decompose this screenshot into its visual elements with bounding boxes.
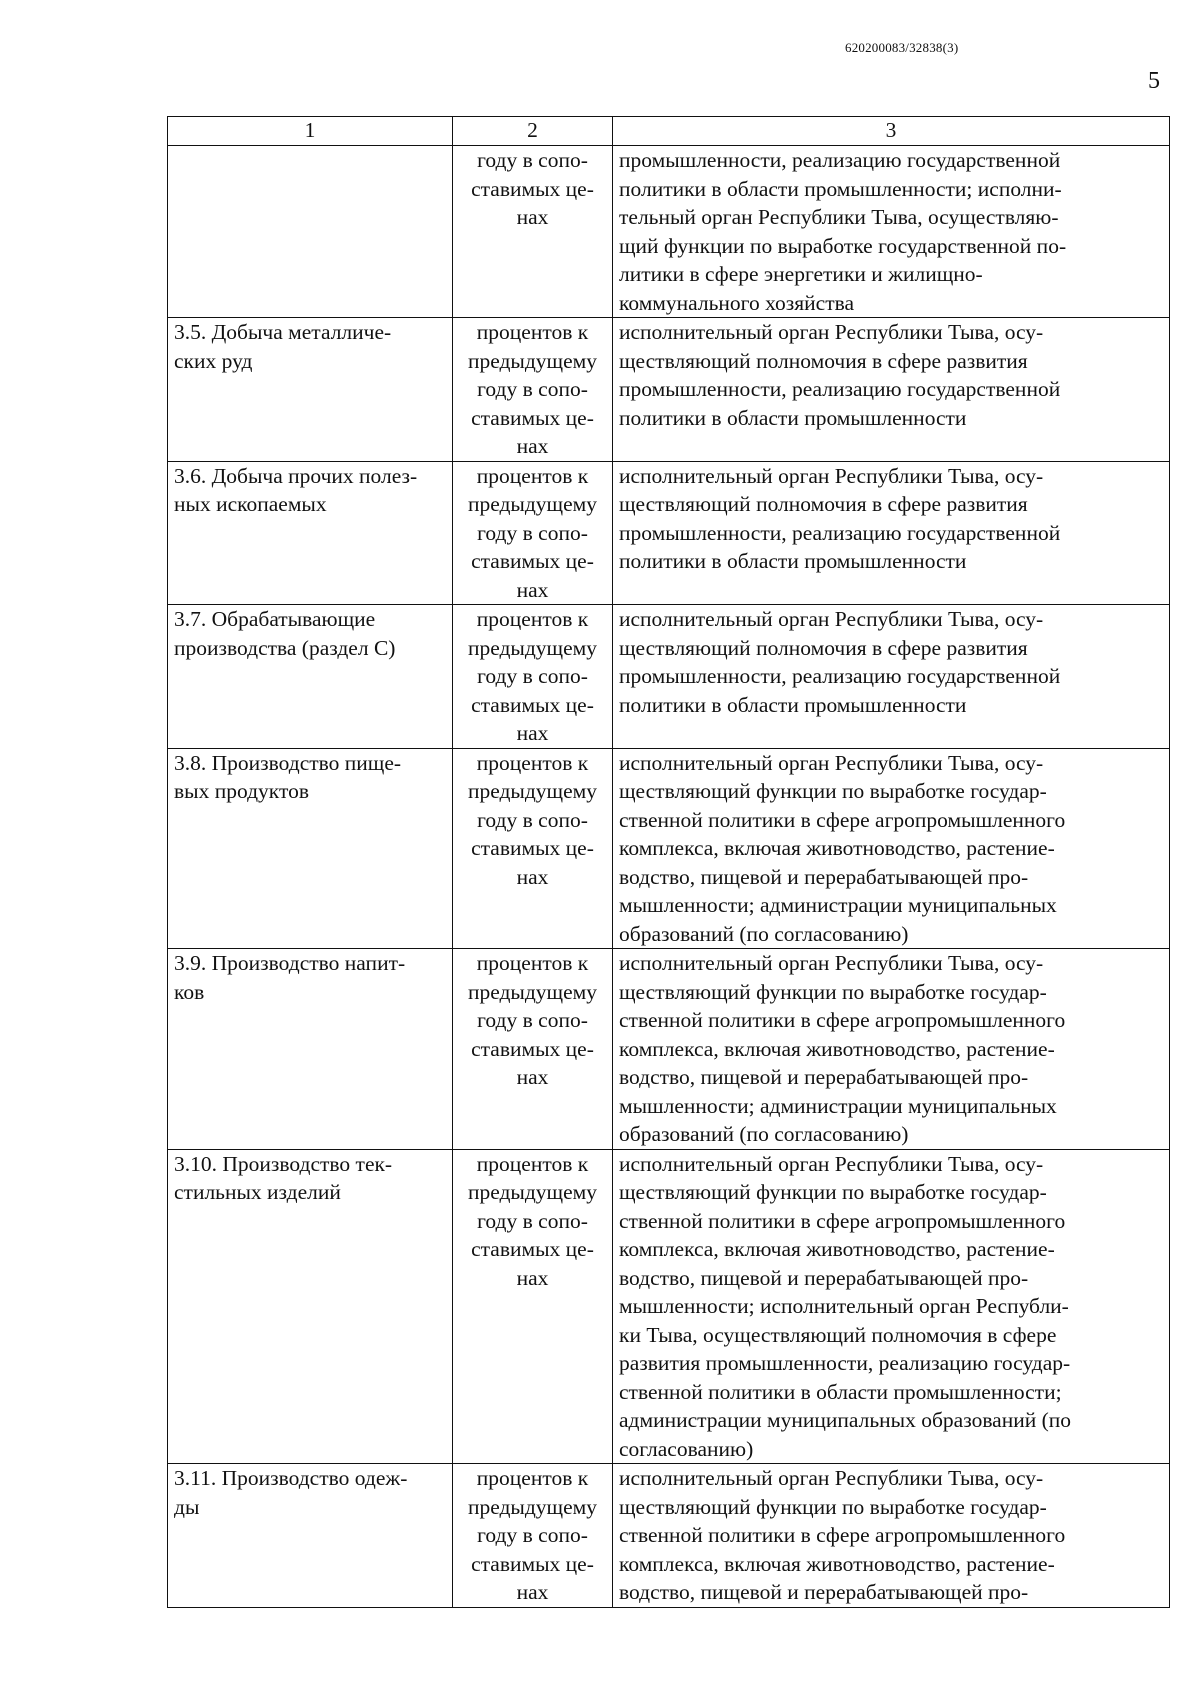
responsible-text: исполнительный орган Республики Тыва, осу- ществляющий функции по выработке государ- ственной политики в сфере агропромышленного комплекса, включая животноводство, растение- водство, пищевой и перерабатывающей про- мышленности; администрации муниципальных образований (по согласованию) bbox=[619, 951, 1066, 1146]
table-row bbox=[168, 1464, 1170, 1608]
unit-text: процентов к предыдущему году в сопо- ставимых це- нах bbox=[467, 607, 598, 745]
responsible-text: исполнительный орган Республики Тыва, осу- ществляющий функции по выработке государ- ственной политики в сфере агропромышленного комплекса, включая животноводство, растение- водство, пищевой и перерабатывающей про- bbox=[619, 1466, 1066, 1604]
indicator-name: 3.9. Производство напит- ков bbox=[174, 951, 406, 1004]
indicator-name: 3.11. Производство одеж- ды bbox=[174, 1466, 408, 1519]
indicator-name-cell bbox=[168, 1464, 453, 1608]
responsible-cell bbox=[613, 1149, 1170, 1464]
unit-cell bbox=[453, 949, 613, 1150]
column-header-2: 2 bbox=[453, 117, 613, 146]
table-row bbox=[168, 461, 1170, 605]
indicator-name: 3.5. Добыча металличе- ских руд bbox=[174, 320, 392, 373]
indicator-name-cell bbox=[168, 318, 453, 462]
table-row bbox=[168, 318, 1170, 462]
responsible-cell bbox=[613, 146, 1170, 318]
unit-cell bbox=[453, 605, 613, 749]
indicator-name-cell bbox=[168, 748, 453, 949]
indicator-name-cell bbox=[168, 605, 453, 749]
responsible-text: исполнительный орган Республики Тыва, осу- ществляющий функции по выработке государ- ственной политики в сфере агропромышленного комплекса, включая животноводство, растение- водство, пищевой и перерабатывающей про- мышленности; администрации муниципальных образований (по согласованию) bbox=[619, 750, 1066, 946]
responsible-text: исполнительный орган Республики Тыва, осу- ществляющий функции по выработке государ- ственной политики в сфере агропромышленного комплекса, включая животноводство, растение- водство, пищевой и перерабатывающей про- мышленности; исполнительный орган Республи- ки Тыва, осуществляющий полномочия в сфере развития промышленности, реализацию государ- ственной политики в области промышленности; администрации муниципальных образований (по согласованию) bbox=[619, 1151, 1072, 1461]
column-header-3: 3 bbox=[613, 117, 1170, 146]
table-header-row bbox=[168, 117, 1170, 146]
unit-cell bbox=[453, 1464, 613, 1608]
responsible-cell bbox=[613, 605, 1170, 749]
unit-text: процентов к предыдущему году в сопо- ставимых це- нах bbox=[467, 463, 598, 602]
unit-text: процентов к предыдущему году в сопо- ставимых це- нах bbox=[467, 1151, 598, 1290]
table-body bbox=[168, 146, 1170, 1608]
unit-text: процентов к предыдущему году в сопо- ставимых це- нах bbox=[467, 320, 598, 458]
responsible-text: исполнительный орган Республики Тыва, осу- ществляющий полномочия в сфере развития промышленности, реализацию государственной политики в области промышленности bbox=[619, 607, 1061, 717]
responsible-text: исполнительный орган Республики Тыва, осу- ществляющий полномочия в сфере развития промышленности, реализацию государственной политики в области промышленности bbox=[619, 320, 1061, 430]
indicator-name: 3.8. Производство пище- вых продуктов bbox=[174, 750, 402, 803]
responsible-cell bbox=[613, 949, 1170, 1150]
responsible-cell bbox=[613, 318, 1170, 462]
table-header bbox=[168, 117, 1170, 146]
unit-cell bbox=[453, 146, 613, 318]
unit-cell bbox=[453, 461, 613, 605]
indicator-name-cell bbox=[168, 146, 453, 318]
indicator-name-cell bbox=[168, 461, 453, 605]
table-row bbox=[168, 1149, 1170, 1464]
document-number: 620200083/32838(3) bbox=[845, 40, 959, 55]
unit-text: процентов к предыдущему году в сопо- ставимых це- нах bbox=[467, 1466, 598, 1604]
page-number: 5 bbox=[1148, 68, 1160, 94]
indicator-name-cell bbox=[168, 949, 453, 1150]
table-row bbox=[168, 146, 1170, 318]
indicators-table bbox=[167, 116, 1170, 1608]
unit-cell bbox=[453, 1149, 613, 1464]
column-header-1: 1 bbox=[168, 117, 453, 146]
unit-cell bbox=[453, 748, 613, 949]
responsible-cell bbox=[613, 461, 1170, 605]
indicator-name-cell bbox=[168, 1149, 453, 1464]
table-row bbox=[168, 949, 1170, 1150]
unit-text: процентов к предыдущему году в сопо- ставимых це- нах bbox=[467, 951, 598, 1089]
table-row bbox=[168, 748, 1170, 949]
responsible-text: исполнительный орган Республики Тыва, осу- ществляющий полномочия в сфере развития промышленности, реализацию государственной политики в области промышленности bbox=[619, 463, 1061, 573]
indicator-name: 3.6. Добыча прочих полез- ных ископаемых bbox=[174, 463, 418, 516]
table-row bbox=[168, 605, 1170, 749]
unit-text: году в сопо- ставимых це- нах bbox=[471, 148, 594, 229]
unit-text: процентов к предыдущему году в сопо- ставимых це- нах bbox=[467, 750, 598, 889]
indicator-name: 3.10. Производство тек- стильных изделий bbox=[174, 1151, 393, 1204]
responsible-cell bbox=[613, 1464, 1170, 1608]
indicator-name: 3.7. Обрабатывающие производства (раздел С) bbox=[174, 607, 396, 660]
responsible-cell bbox=[613, 748, 1170, 949]
unit-cell bbox=[453, 318, 613, 462]
responsible-text: промышленности, реализацию государственной политики в области промышленности; исполни- тельный орган Республики Тыва, осуществляю- щий функции по выработке государственной по- литики в сфере энергетики и жилищно- коммунального хозяйства bbox=[619, 148, 1067, 315]
